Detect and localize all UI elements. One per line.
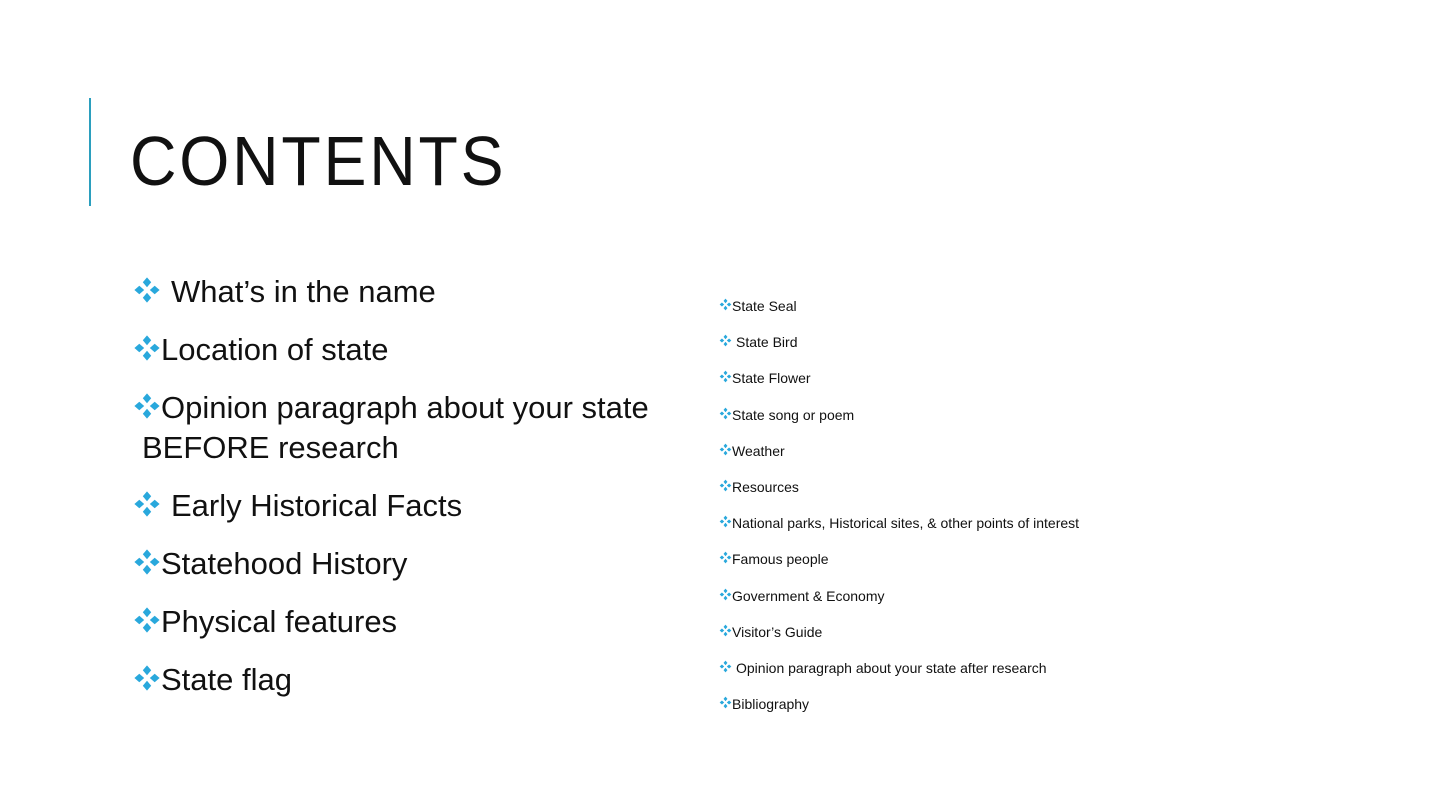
list-item (719, 695, 1359, 713)
title-accent-bar (89, 98, 91, 206)
main-topics-list (133, 272, 693, 718)
four-diamond-icon (133, 548, 161, 576)
four-diamond-icon (719, 334, 732, 347)
list-item (133, 486, 693, 526)
four-diamond-icon (719, 624, 732, 637)
slide-title: CONTENTS (130, 122, 507, 200)
list-item (719, 550, 1359, 568)
list-item-label: What’s in the name (171, 274, 436, 309)
list-item (719, 478, 1359, 496)
list-item (719, 442, 1359, 460)
four-diamond-icon (133, 606, 161, 634)
list-item (719, 659, 1359, 677)
list-item-label: National parks, Historical sites, & other points of interest (732, 515, 1080, 532)
secondary-topics-list (719, 297, 1359, 731)
list-item-label: State flag (161, 662, 292, 697)
four-diamond-icon (719, 479, 732, 492)
list-item-label: Bibliography (732, 696, 810, 713)
list-item (719, 623, 1359, 641)
list-item (133, 544, 693, 584)
list-item-label: State Flower (732, 370, 811, 387)
list-item-label: Visitor’s Guide (732, 623, 823, 640)
four-diamond-icon (719, 551, 732, 564)
four-diamond-icon (133, 334, 161, 362)
list-item-label: Opinion paragraph about your state after research (736, 659, 1047, 676)
list-item (719, 297, 1359, 315)
list-item (719, 514, 1359, 532)
four-diamond-icon (133, 490, 161, 518)
list-item-label: State song or poem (732, 406, 855, 423)
four-diamond-icon (719, 298, 732, 311)
list-item-label: Famous people (732, 551, 829, 568)
four-diamond-icon (133, 276, 161, 304)
list-item-label: Location of state (161, 332, 389, 367)
four-diamond-icon (719, 370, 732, 383)
four-diamond-icon (719, 696, 732, 709)
four-diamond-icon (719, 588, 732, 601)
list-item-label: State Seal (732, 298, 797, 314)
list-item-label: State Bird (736, 334, 798, 351)
list-item-label: Physical features (161, 604, 398, 639)
four-diamond-icon (719, 443, 732, 456)
four-diamond-icon (719, 407, 732, 420)
list-item-label: Opinion paragraph about your state (161, 390, 649, 425)
four-diamond-icon (133, 664, 161, 692)
list-item (133, 388, 693, 468)
list-item-label: Resources (732, 478, 799, 495)
list-item (719, 369, 1359, 387)
list-item (719, 333, 1359, 351)
list-item (133, 660, 693, 700)
list-item (133, 330, 693, 370)
four-diamond-icon (133, 392, 161, 420)
list-item (133, 272, 693, 312)
list-item-label: Weather (732, 442, 785, 459)
list-item (133, 602, 693, 642)
list-item (719, 406, 1359, 424)
four-diamond-icon (719, 660, 732, 673)
list-item-label: Government & Economy (732, 587, 885, 604)
four-diamond-icon (719, 515, 732, 528)
list-item-label-continued: BEFORE research (142, 430, 399, 465)
list-item (719, 587, 1359, 605)
list-item-label: Early Historical Facts (171, 488, 463, 523)
list-item-label: Statehood History (161, 546, 408, 581)
